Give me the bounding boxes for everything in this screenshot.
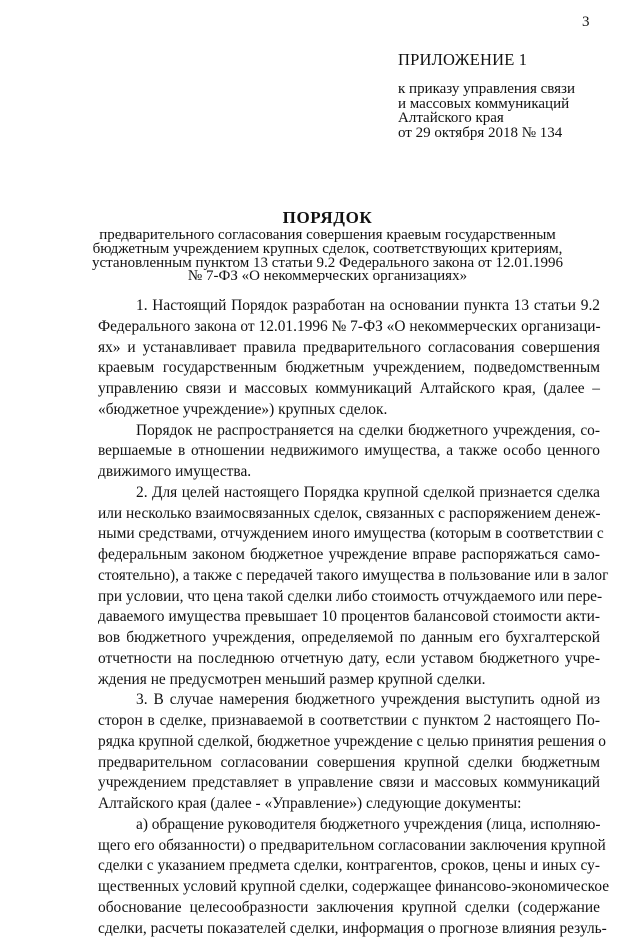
document-title: ПОРЯДОК: [90, 208, 565, 228]
body-line: ях» и устанавливает правила предварительного согласования совершения: [98, 338, 600, 359]
document-subtitle-line: бюджетным учреждением крупных сделок, соответствующих критериям,: [90, 243, 565, 257]
appendix-title: ПРИЛОЖЕНИЕ 1: [398, 50, 628, 70]
body-line: 1. Настоящий Порядок разработан на основании пункта 13 статьи 9.2: [98, 296, 600, 317]
appendix-line: Алтайского края: [398, 111, 628, 126]
body-line: предварительном согласовании совершения крупной сделки бюджетным: [98, 753, 600, 774]
document-header: [90, 208, 565, 284]
document-subtitle-line: предварительного согласования совершения краевым государственным: [90, 229, 565, 243]
body-line: вов бюджетного учреждения, определяемой по данным его бухгалтерской: [98, 628, 600, 649]
body-line: или несколько взаимосвязанных сделок, связанных с распоряжением денеж-: [98, 504, 600, 525]
body-line: 2. Для целей настоящего Порядка крупной сделкой признается сделка: [98, 483, 600, 504]
document-subtitle-line: установленным пунктом 13 статьи 9.2 Федерального закона от 12.01.1996: [90, 257, 565, 271]
body-line: ждения не предусмотрен меньший размер крупной сделки.: [98, 670, 600, 691]
page-number: 3: [582, 14, 590, 31]
body-line: Порядок не распространяется на сделки бюджетного учреждения, со-: [98, 421, 600, 442]
body-line: управлению связи и массовых коммуникаций Алтайского края, (далее –: [98, 379, 600, 400]
document-body: [98, 296, 600, 939]
body-line: даваемого имущества превышает 10 процентов балансовой стоимости акти-: [98, 607, 600, 628]
body-line: рядка крупной сделкой, бюджетное учреждение с целью принятия решения о: [98, 732, 600, 753]
body-line: отчетности на последнюю отчетную дату, если уставом бюджетного учре-: [98, 649, 600, 670]
body-line: обоснование целесообразности заключения крупной сделки (содержание: [98, 898, 600, 919]
body-line: «бюджетное учреждение») крупных сделок.: [98, 400, 600, 421]
body-line: ными средствами, отчуждением иного имущества (которым в соответствии с: [98, 524, 600, 545]
body-line: сторон в сделке, признаваемой в соответствии с пунктом 2 настоящего По-: [98, 711, 600, 732]
body-line: краевым государственным бюджетным учреждением, подведомственным: [98, 358, 600, 379]
body-line: Алтайского края (далее - «Управление») следующие документы:: [98, 794, 600, 815]
body-line: учреждением представляет в управление связи и массовых коммуникаций: [98, 773, 600, 794]
appendix-line: от 29 октября 2018 № 134: [398, 126, 628, 141]
body-line: федеральным законом бюджетное учреждение вправе распоряжаться само-: [98, 545, 600, 566]
body-line: вершаемые в отношении недвижимого имущества, а также особо ценного: [98, 441, 600, 462]
appendix-block: [398, 50, 628, 140]
appendix-line: к приказу управления связи: [398, 82, 628, 97]
body-line: стоятельно), а также с передачей такого имущества в пользование или в залог: [98, 566, 600, 587]
body-line: движимого имущества.: [98, 462, 600, 483]
body-line: при условии, что цена такой сделки либо стоимость отчуждаемого или пере-: [98, 587, 600, 608]
body-line: 3. В случае намерения бюджетного учреждения выступить одной из: [98, 690, 600, 711]
body-line: щественных условий крупной сделки, содержащее финансово-экономическое: [98, 877, 600, 898]
body-line: сделки, расчеты показателей сделки, информация о прогнозе влияния резуль-: [98, 919, 600, 939]
body-line: а) обращение руководителя бюджетного учреждения (лица, исполняю-: [98, 815, 600, 836]
appendix-line: и массовых коммуникаций: [398, 97, 628, 112]
body-line: щего его обязанности) о предварительном согласовании заключения крупной: [98, 836, 600, 857]
document-subtitle-line: № 7-ФЗ «О некоммерческих организациях»: [90, 270, 565, 284]
body-line: сделки с указанием предмета сделки, контрагентов, сроков, цены и иных су-: [98, 856, 600, 877]
body-line: Федерального закона от 12.01.1996 № 7-ФЗ «О некоммерческих организаци-: [98, 317, 600, 338]
